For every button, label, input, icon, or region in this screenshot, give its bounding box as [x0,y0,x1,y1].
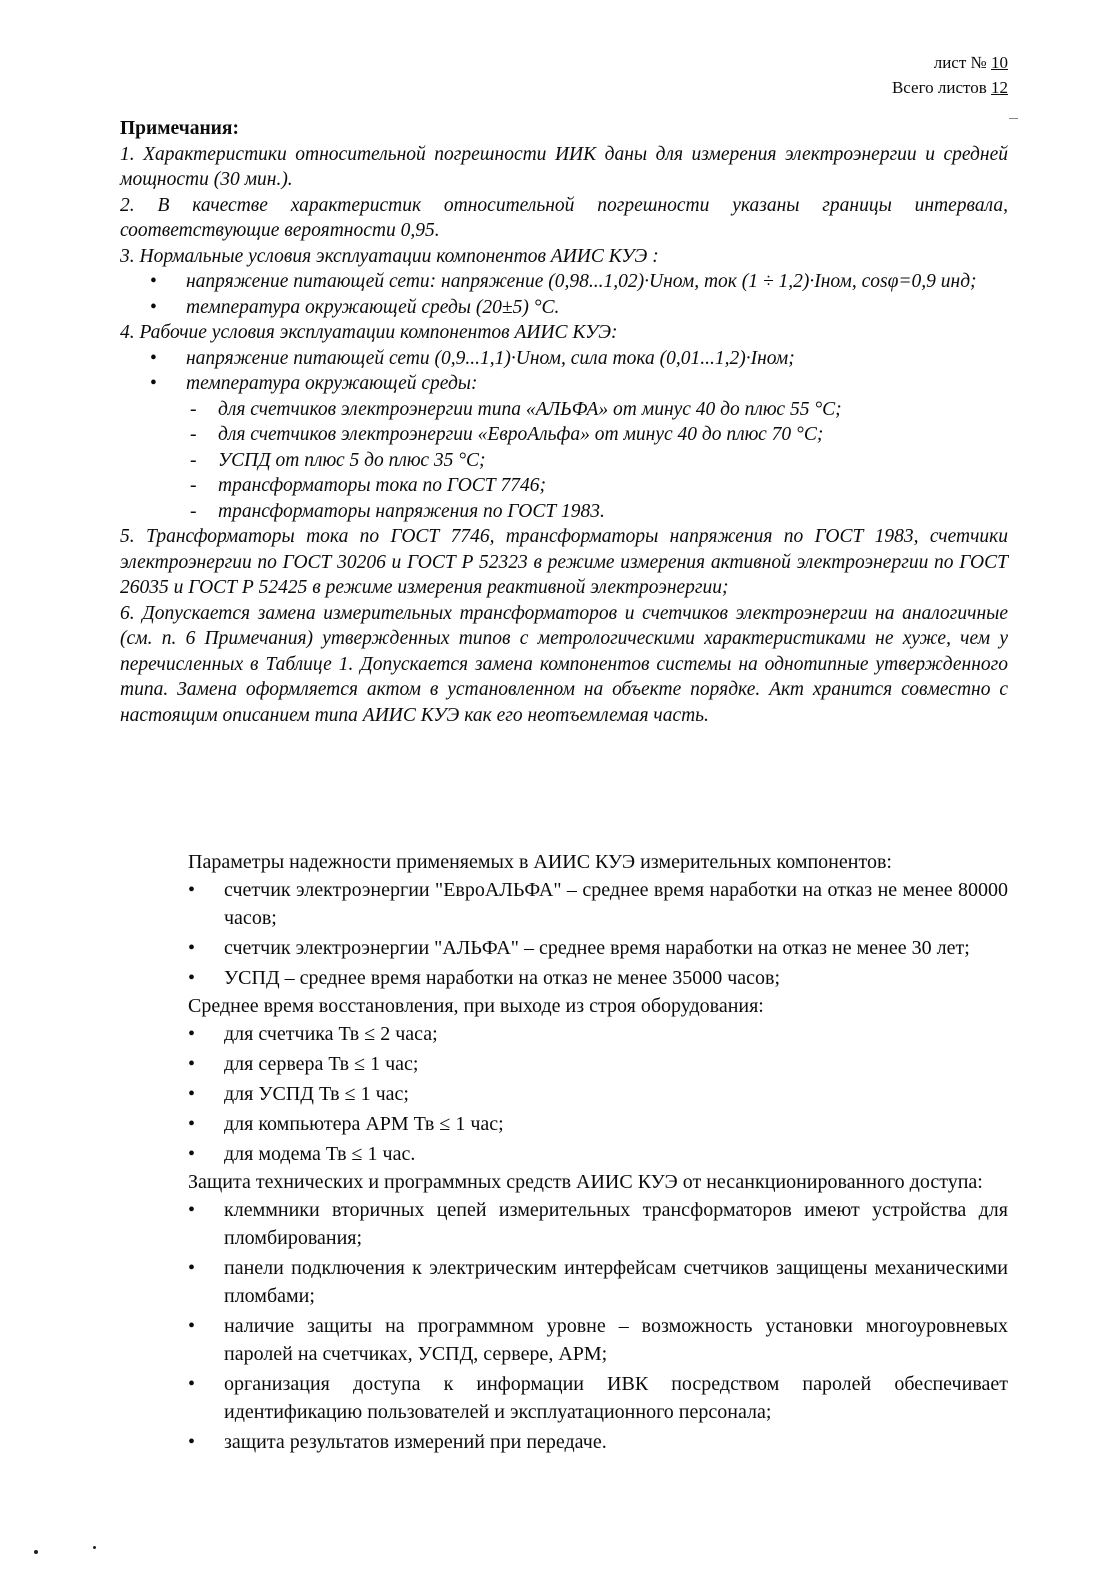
scan-speck [93,1546,96,1549]
note-3-item: • температура окружающей среды (20±5) °С. [120,295,1008,321]
note-3: 3. Нормальные условия эксплуатации компонентов АИИС КУЭ : [120,245,659,267]
note-4-dash-item: - для счетчиков электроэнергии «ЕвроАльфа» от минус 40 до плюс 70 °С; [120,422,1008,448]
reliability-section [120,848,1008,1456]
note-6: 6. Допускается замена измерительных трансформаторов и счетчиков электроэнергии на аналогичные (см. п. 6 Примечания) утвержденных типов с метрологическими характеристиками не хуже, чем у перечисленных в Таблице 1. Допускается замена компонентов системы на однотипные утвержденного типа. Замена оформляется актом в установленном на объекте порядке. Акт хранится совместно с настоящим описанием типа АИИС КУЭ как его неотъемлемая часть. [120,602,1008,726]
protection-item: • панели подключения к электрическим интерфейсам счетчиков защищены механическими пломбами; [120,1254,1008,1310]
note-4: 4. Рабочие условия эксплуатации компонентов АИИС КУЭ: [120,322,618,343]
note-4-dash-item: - трансформаторы тока по ГОСТ 7746; [120,473,1008,499]
scan-speck [34,1550,38,1554]
sheet-info [892,50,1008,100]
recovery-item: • для счетчика Тв ≤ 2 часа; [120,1020,1008,1048]
note-4-item: • напряжение питающей сети (0,9...1,1)·Uном, сила тока (0,01...1,2)·Iном; [120,346,1008,372]
recovery-intro: Среднее время восстановления, при выходе из строя оборудования: [188,995,764,1017]
recovery-item: • для УСПД Тв ≤ 1 час; [120,1080,1008,1108]
note-3-item: • напряжение питающей сети: напряжение (0,98...1,02)·Uном, ток (1 ÷ 1,2)·Iном, cosφ=0,9 инд; [120,269,1008,295]
protection-intro: Защита технических и программных средств АИИС КУЭ от несанкционированного доступа: [188,1171,983,1193]
protection-item: • защита результатов измерений при передаче. [120,1428,1008,1456]
sheet-number: 10 [991,53,1008,72]
notes-heading: Примечания: [120,118,239,139]
total-sheets-label: Всего листов [891,78,987,97]
pencil-mark [1009,118,1018,119]
total-sheets-number: 12 [991,78,1008,97]
protection-item: • наличие защиты на программном уровне – возможность установки многоуровневых паролей на счетчиках, УСПД, сервере, АРМ; [120,1312,1008,1368]
sheet-number-line [892,50,1008,75]
notes-section [120,116,1008,728]
reliability-item: • счетчик электроэнергии "ЕвроАЛЬФА" – среднее время наработки на отказ не менее 80000 часов; [120,876,1008,932]
note-4-dash-item: - трансформаторы напряжения по ГОСТ 1983. [120,499,1008,525]
recovery-item: • для компьютера АРМ Тв ≤ 1 час; [120,1110,1008,1138]
protection-item: • клеммники вторичных цепей измерительных трансформаторов имеют устройства для пломбирования; [120,1196,1008,1252]
total-sheets-line [892,75,1008,100]
recovery-item: • для сервера Тв ≤ 1 час; [120,1050,1008,1078]
reliability-item: • УСПД – среднее время наработки на отказ не менее 35000 часов; [120,964,1008,992]
sheet-label: лист № [933,53,987,72]
note-5: 5. Трансформаторы тока по ГОСТ 7746, трансформаторы напряжения по ГОСТ 1983, счетчики электроэнергии по ГОСТ 30206 и ГОСТ Р 52323 в режиме измерения активной электроэнергии по ГОСТ 26035 и ГОСТ Р 52425 в режиме измерения реактивной электроэнергии; [120,526,1008,598]
recovery-item: • для модема Тв ≤ 1 час. [120,1140,1008,1168]
note-4-dash-item: - УСПД от плюс 5 до плюс 35 °С; [120,448,1008,474]
protection-item: • организация доступа к информации ИВК посредством паролей обеспечивает идентификацию пользователей и эксплуатационного персонала; [120,1370,1008,1426]
reliability-intro: Параметры надежности применяемых в АИИС КУЭ измерительных компонентов: [188,851,892,873]
reliability-item: • счетчик электроэнергии "АЛЬФА" – среднее время наработки на отказ не менее 30 лет; [120,934,1008,962]
note-4-item: • температура окружающей среды: [120,371,1008,397]
note-4-dash-item: - для счетчиков электроэнергии типа «АЛЬФА» от минус 40 до плюс 55 °С; [120,397,1008,423]
note-1: 1. Характеристики относительной погрешности ИИК даны для измерения электроэнергии и средней мощности (30 мин.). [120,143,1008,190]
note-2: 2. В качестве характеристик относительной погрешности указаны границы интервала, соответствующие вероятности 0,95. [120,194,1008,241]
